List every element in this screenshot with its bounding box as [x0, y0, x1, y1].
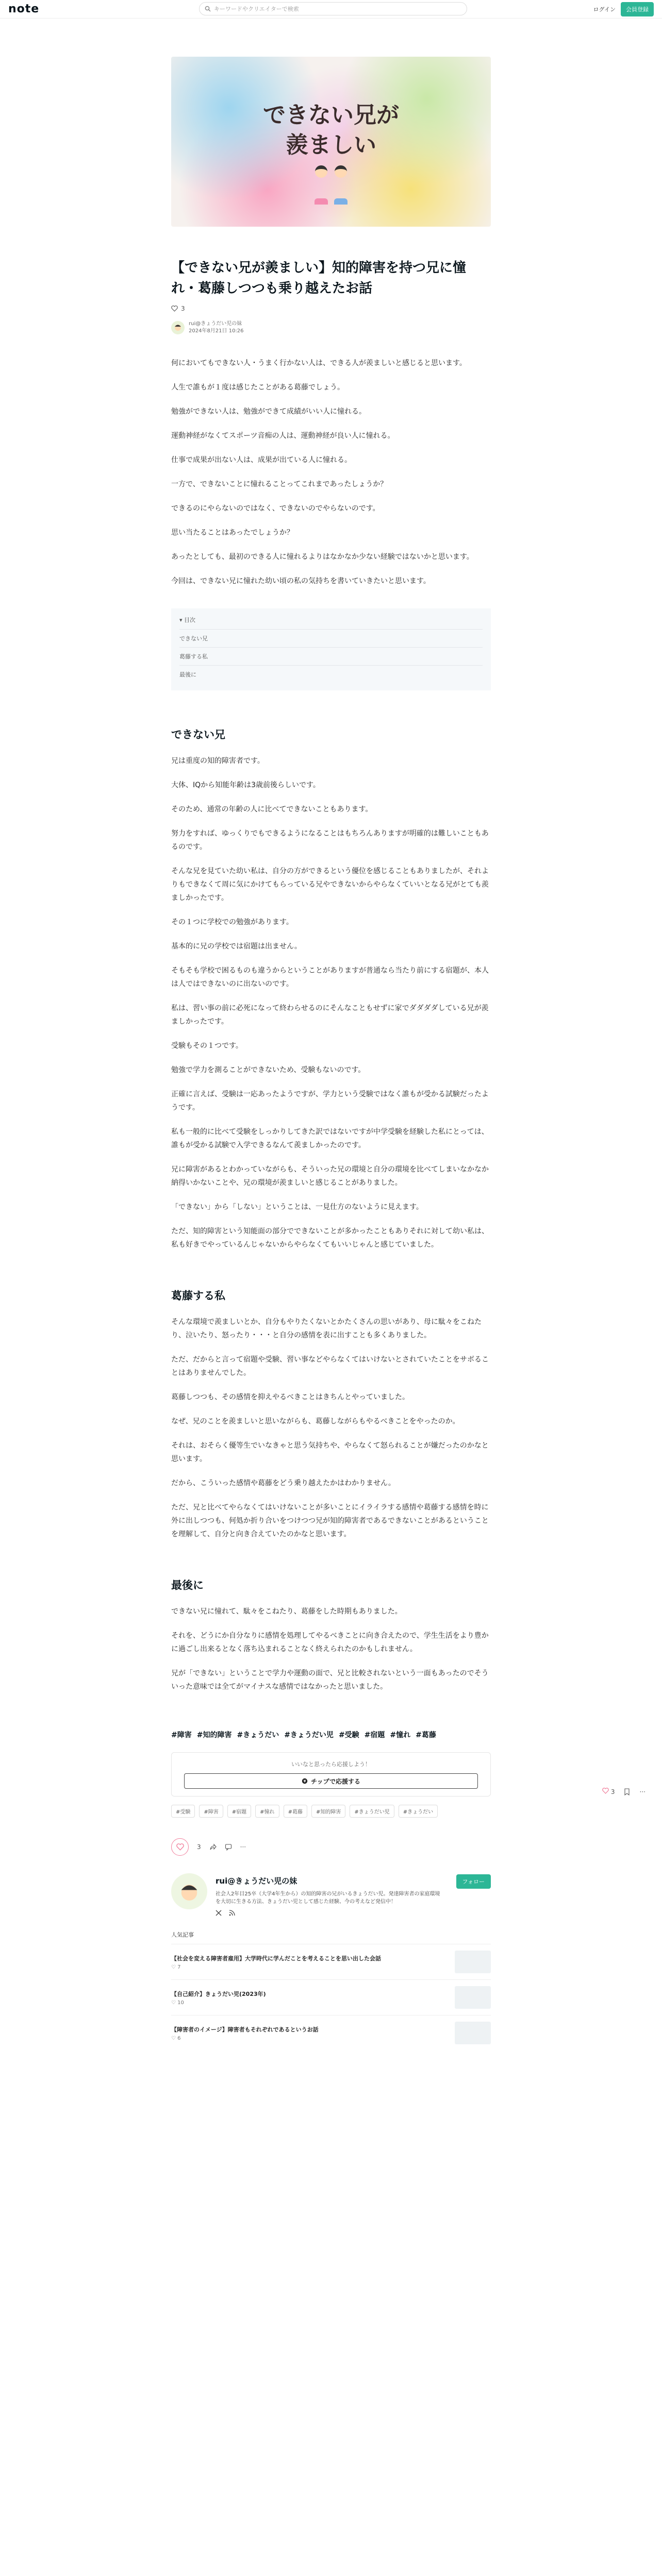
list-item[interactable] [171, 2015, 491, 2050]
list-item[interactable] [171, 1979, 491, 2015]
toc-heading[interactable]: ▾ 目次 [179, 617, 196, 623]
more-icon[interactable]: ··· [639, 1788, 646, 1795]
popular-title[interactable]: 【社会を変える障害者雇用】大学時代に学んだことを考えることを思い出した会話 [171, 1955, 381, 1962]
popular-articles [171, 1930, 491, 2050]
article-title: 【できない兄が羨ましい】知的障害を持つ兄に憧れ・葛藤しつつも乗り越えたお話 [171, 260, 467, 296]
tag-chip[interactable]: #宿題 [227, 1805, 251, 1818]
paragraph: 葛藤しつつも、その感情を抑えやるべきことはきちんとやっていました。 [171, 1393, 409, 1401]
float-like[interactable] [602, 1788, 615, 1795]
popular-heading: 人気記事 [171, 1931, 194, 1938]
paragraph: 兄は重度の知的障害者です。 [171, 757, 264, 765]
hashtag-link[interactable]: #憧れ [390, 1731, 411, 1739]
paragraph: 思い当たることはあったでしょうか？ [171, 529, 294, 537]
paragraph: 私は、習い事の前に必死になって終わらせるのにそんなこともせずに家でダダダダしている兄が羨ましかったです。 [171, 1004, 489, 1026]
heart-icon [602, 1788, 609, 1794]
paragraph: それは、おそらく優等生でいなきゃと思う気持ちや、やらなくて怒られることが嫌だったのかなと思います。 [171, 1442, 489, 1463]
paragraph: そもそも学校で困るものも違うからということがありますが普通なら当たり前にする宿題が、本人は人ではできないのに出ないのです。 [171, 967, 489, 988]
publish-date: 2024年8月21日 10:26 [189, 328, 244, 334]
hashtag-link[interactable]: #きょうだい [237, 1731, 279, 1739]
hashtag-link[interactable]: #障害 [171, 1731, 192, 1739]
paragraph: できるのにやらないのではなく、できないのでやらないのです。 [171, 504, 380, 513]
more-icon[interactable]: ··· [240, 1843, 246, 1851]
paragraph: 運動神経がなくてスポーツ音痴の人は、運動神経が良い人に憧れる。 [171, 432, 395, 440]
like-count: 3 [197, 1843, 201, 1851]
tag-chip[interactable]: #知的障害 [311, 1805, 345, 1818]
paragraph: そんな環境で羨ましいとか、自分もやりたくないとかたくさんの思いがあり、母に駄々をこねたり、泣いたり、怒ったり・・・と自分の感情を表に出すことも多くありました。 [171, 1318, 482, 1340]
paragraph: ただ、知的障害という知能面の部分でできないことが多かったこともありそれに対して幼い私は、私も好きでやっているんじゃないからやらなくてもいいじゃんと感じていました。 [171, 1227, 489, 1249]
toc-item[interactable]: 葛藤する私 [179, 647, 483, 665]
toc-item[interactable]: 最後に [179, 665, 483, 683]
tip-icon [302, 1778, 308, 1784]
search-input[interactable] [199, 2, 467, 15]
paragraph: そんな兄を見ていた幼い私は、自分の方ができるという優位を感じることもありましたが、それよりもできなくて周に気にかけてもらっている兄やできないからやらなくていいとなる兄がとても羨ましかったです。 [171, 867, 489, 902]
section-heading: 葛藤する私 [171, 1290, 225, 1302]
paragraph: 兄が「できない」ということで学力や運動の面で、兄と比較されないという一面もあったのでそういった意味では全てがマイナスな感情ではなかったと思いました。 [171, 1669, 489, 1691]
hashtag-link[interactable]: #きょうだい児 [284, 1731, 334, 1739]
tag-chip[interactable]: #葛藤 [284, 1805, 307, 1818]
table-of-contents [171, 608, 491, 690]
hashtag-list [171, 1730, 491, 1740]
paragraph: 仕事で成果が出ない人は、成果が出ている人に憧れる。 [171, 456, 352, 464]
social-links [216, 1910, 442, 1916]
thumbnail[interactable] [455, 2022, 491, 2044]
paragraph: なぜ、兄のことを羨ましいと思いながらも、葛藤しながらもやるべきことをやったのか。 [171, 1417, 460, 1426]
section-body [171, 1315, 491, 1541]
section-heading: 最後に [171, 1579, 204, 1591]
like-count: 3 [181, 305, 185, 312]
paragraph: 一方で、できないことに憧れることってこれまであったしょうか？ [171, 480, 388, 488]
kid-avatar-icon [173, 323, 183, 332]
profile-name[interactable]: rui@きょうだい児の妹 [216, 1876, 297, 1886]
paragraph: ただ、だからと言って宿題や受験、習い事などやらなくてはいけないとされていたことをサボることはありませんでした。 [171, 1355, 489, 1377]
paragraph: 今回は、できない兄に憧れた幼い頃の私の気持ちを書いていきたいと思います。 [171, 577, 431, 585]
paragraph: 努力をすれば、ゆっくりでもできるようになることはもちろんありますが明確的は難しいこともあるのです。 [171, 829, 489, 851]
popular-likes: ♡ 10 [171, 1999, 184, 2006]
rss-icon[interactable] [229, 1910, 235, 1916]
profile-description: 社会人2年目25卒（大学4年生から）の知的障害の兄がいるきょうだい児。発達障害者の家庭環境を大切に生きる方法、きょうだい児として感じた経験、今の考えなど発信中！ [216, 1891, 440, 1905]
tip-button[interactable] [184, 1773, 478, 1789]
float-like-count: 3 [610, 1788, 615, 1795]
hashtag-link[interactable]: #受験 [338, 1731, 359, 1739]
support-prompt: いいなと思ったら応援しよう！ [291, 1761, 371, 1768]
kids-illustration [313, 165, 349, 183]
tag-chip[interactable]: #障害 [199, 1805, 223, 1818]
article [171, 57, 491, 2050]
paragraph: 私も一般的に比べて受験をしっかりしてきた訳ではないですが中学受験を経験した私にとっては、誰もが受かる試験で入学できるなんて羨ましかったのです。 [171, 1128, 489, 1149]
svg-text:¥: ¥ [303, 1779, 306, 1784]
paragraph: 人生で誰もが１度は感じたことがある葛藤でしょう。 [171, 383, 344, 392]
tag-chip[interactable]: #受験 [171, 1805, 195, 1818]
hashtag-link[interactable]: #知的障害 [196, 1731, 232, 1739]
author-row[interactable] [171, 320, 491, 335]
paragraph: 兄に障害があるとわかっていながらも、そういった兄の環境と自分の環境を比べてしまいなかなか納得いかないことや、兄の環境が羨ましいと感じることがありました。 [171, 1165, 489, 1187]
paragraph: そのため、通常の年齢の人に比べてできないこともあります。 [171, 805, 373, 814]
author-name[interactable]: rui@きょうだい児の妹 [189, 321, 242, 327]
paragraph: 基本的に兄の学校では宿題は出ません。 [171, 942, 302, 951]
section-body [171, 1605, 491, 1693]
thumbnail[interactable] [455, 1986, 491, 2009]
tag-chip[interactable]: #きょうだい児 [350, 1805, 394, 1818]
search-icon [205, 6, 211, 12]
like-button[interactable] [171, 1838, 189, 1856]
heart-icon[interactable] [171, 306, 178, 312]
paragraph: ただ、兄と比べてやらなくてはいけないことが多いことにイライラする感情や葛藤する感情を時に外に出しつつも、何処か折り合いをつけつつ兄が知的障害者であるできないことがあるということを理解して、自分と向き合えていたのかなと思います。 [171, 1503, 489, 1538]
section-heading: できない兄 [171, 728, 225, 741]
paragraph: できない兄に憧れて、駄々をこねたり、葛藤をした時期もありました。 [171, 1607, 402, 1616]
paragraph: 勉強で学力を測ることができないため、受験もないのです。 [171, 1066, 366, 1074]
section-body [171, 754, 491, 1251]
list-item[interactable] [171, 1944, 491, 1979]
paragraph: 受験もその１つです。 [171, 1042, 243, 1050]
popular-likes: ♡ 7 [171, 1964, 181, 1970]
popular-title[interactable]: 【自己紹介】きょうだい児(2023年) [171, 1990, 266, 1997]
floating-actions [602, 1788, 646, 1795]
heart-icon [176, 1843, 184, 1851]
paragraph: だから、こういった感情や葛藤をどう乗り越えたかはわかりません。 [171, 1479, 395, 1487]
search-placeholder: キーワードやクリエイターで検索 [214, 6, 299, 12]
top-header [0, 0, 662, 19]
paragraph: 何においてもできない人・うまく行かない人は、できる人が羨ましいと感じると思います。 [171, 359, 467, 367]
thumbnail[interactable] [455, 1951, 491, 1973]
support-box [171, 1752, 491, 1797]
paragraph: 「できない」から「しない」ということは、一見仕方のないように見えます。 [171, 1203, 423, 1211]
author-profile [171, 1873, 491, 1916]
tip-button-label: チップで応援する [310, 1777, 360, 1785]
avatar[interactable] [171, 1873, 207, 1909]
follow-button[interactable]: フォロー [456, 1874, 491, 1889]
paragraph: あったとしても、最初のできる人に憧れるよりはなかなか少ない経験ではないかと思います。 [171, 553, 474, 561]
intro-body [171, 357, 491, 588]
avatar[interactable] [171, 321, 185, 334]
comment-icon[interactable] [225, 1843, 232, 1851]
login-link[interactable]: ログイン [593, 6, 616, 13]
paragraph: 正確に言えば、受験は一応あったようですが、学力という受験ではなく誰もが受かる試験だったようです。 [171, 1090, 489, 1112]
action-bar [171, 1838, 491, 1856]
tag-chip[interactable]: #憧れ [255, 1805, 279, 1818]
paragraph: その１つに学校での勉強があります。 [171, 918, 293, 926]
hashtag-link[interactable]: #葛藤 [416, 1731, 436, 1739]
tag-chips [171, 1805, 491, 1818]
hero-title-line1: できない兄が [263, 102, 399, 128]
hero-image [171, 57, 491, 227]
paragraph: それを、どうにか自分なりに感情を処理してやるべきことに向き合えたので、学生生活をより豊かに過ごし出来るとなく落ち込まれることなく終えられたのかもしれません。 [171, 1632, 489, 1653]
kid-avatar-icon [177, 1879, 201, 1903]
popular-title[interactable]: 【障害者のイメージ】障害者もそれぞれであるというお話 [171, 2026, 319, 2033]
note-logo[interactable]: note [8, 3, 40, 15]
hashtag-link[interactable]: #宿題 [364, 1731, 385, 1739]
bookmark-icon[interactable] [624, 1788, 630, 1795]
hero-title-line2: 羨ましい [286, 132, 376, 158]
paragraph: 大体、IQから知能年齢は3歳前後らしいです。 [171, 781, 320, 789]
toc-item[interactable]: できない兄 [179, 629, 483, 647]
x-icon[interactable] [216, 1910, 222, 1916]
popular-likes: ♡ 6 [171, 2035, 181, 2041]
share-icon[interactable] [209, 1843, 217, 1851]
signup-button[interactable]: 会員登録 [621, 2, 654, 16]
tag-chip[interactable]: #きょうだい [399, 1805, 438, 1818]
paragraph: 勉強ができない人は、勉強ができて成績がいい人に憧れる。 [171, 408, 366, 416]
